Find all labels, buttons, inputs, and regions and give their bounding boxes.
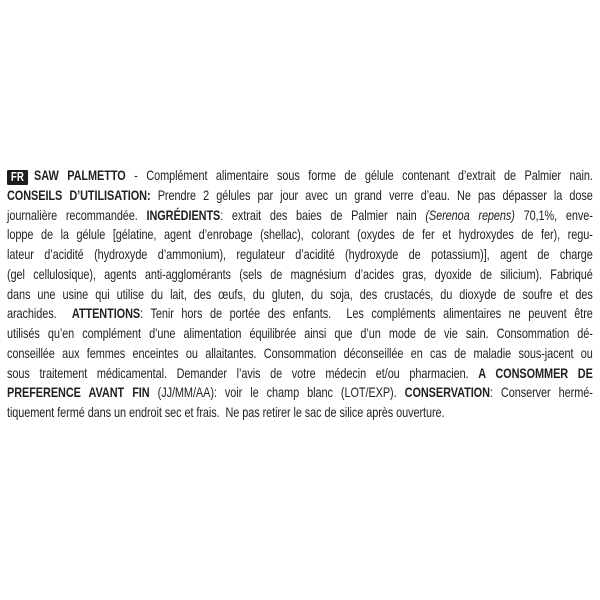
label-line-11 [7,364,593,384]
product-description-text: - Complément alimentaire sous forme de gélule contenant d’extrait de Palmier nain. [125,167,593,183]
label-line-12 [7,383,593,403]
heading-best-before: PREFERENCE AVANT FIN [7,384,150,401]
fr-language-badge: FR [7,170,28,185]
storage-text: tiquement fermé dans un endroit sec et frais. Ne pas retirer le sac de silice après ouverture. [7,404,445,421]
warnings-text: : Tenir hors de portée des enfants. Les compléments alimentaires ne peuvent être [140,305,593,322]
heading-conservation: CONSERVATION [404,384,490,401]
product-name: SAW PALMETTO [34,167,126,183]
label-line-4 [7,225,593,245]
label-line-7 [7,285,593,305]
warnings-text: conseillée aux femmes enceintes ou allaitantes. Consommation déconseillée en cas de maladie sous-jacent ou [7,344,593,361]
label-line-3 [7,206,593,226]
label-line-10 [7,344,593,364]
latin-name: (Serenoa repens) [425,206,515,223]
usage-text-continued: journalière recommandée. [7,206,147,223]
label-line-9 [7,324,593,344]
label-line-13 [7,403,593,423]
storage-text: : Conserver hermé- [489,384,593,401]
heading-attentions: ATTENTIONS [71,305,141,322]
heading-conseils-utilisation: CONSEILS D’UTILISATION: [7,186,151,203]
ingredients-text: lateur d’acidité (hydroxyde d’ammonium), regulateur d’acidité (hydroxyde de potassium)], agent de charge [7,246,593,263]
ingredients-text: : extrait des baies de Palmier nain [220,206,426,223]
heading-ingredients: INGRÉDIENTS [146,206,221,223]
warnings-text: utilisés qu’en complément d’une alimentation équilibrée ainsi que d’un mode de vie sain. Consommation dé- [7,325,593,342]
label-line-6 [7,265,593,285]
label-line-1 [7,166,593,186]
allergen-text: arachides. [7,305,72,322]
label-line-5 [7,245,593,265]
label-line-2 [7,186,593,206]
supplement-label-text-block [7,166,593,423]
usage-text: Prendre 2 gélules par jour avec un grand verre d’eau. Ne pas dépasser la dose [150,186,593,203]
ingredients-text: loppe de la gélule [gélatine, agent d’enrobage (shellac), colorant (oxydes de fer et hydroxydes de fer), regu- [7,226,593,243]
label-line-8 [7,304,593,324]
ingredients-text: (gel cellulosique), agents anti-agglomérants (sels de magnésium d’acides gras, dyoxide de silicium). Fabriqué [7,265,593,282]
allergen-text: dans une usine qui utilise du lait, des œufs, du gluten, du soja, des crustacés, du dioxyde de soufre et des [7,285,593,302]
heading-best-before: A CONSOMMER DE [478,364,593,381]
ingredients-text: 70,1%, enve- [514,206,593,223]
warnings-text: sous traitement médicamental. Demander l’avis de votre médecin et/ou pharmacien. [7,364,479,381]
best-before-text: (JJ/MM/AA): voir le champ blanc (LOT/EXP). [149,384,405,401]
